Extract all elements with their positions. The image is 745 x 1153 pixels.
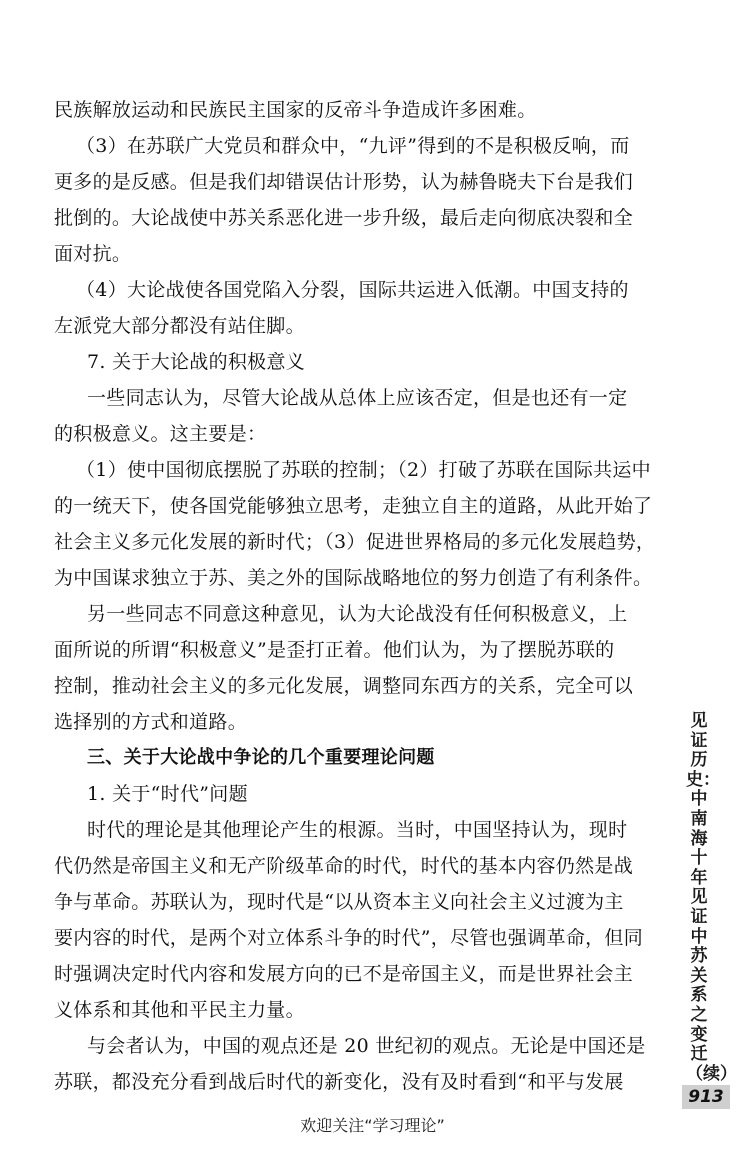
text-line: 控制，推动社会主义的多元化发展，调整同东西方的关系，完全可以 [54, 675, 634, 697]
text-line: 一些同志认为，尽管大论战从总体上应该否定，但是也还有一定 [87, 387, 628, 409]
section-subheading: 1. 关于“时代”问题 [87, 783, 248, 805]
text-line: 代仍然是帝国主义和无产阶级革命的时代，时代的基本内容仍然是战 [54, 855, 634, 877]
text-line: 更多的是反感。但是我们却错误估计形势，认为赫鲁晓夫下台是我们 [54, 171, 634, 193]
page-number: 913 [682, 1085, 730, 1109]
footer-text: 欢迎关注“学习理论” [300, 1116, 445, 1135]
text-line: 选择别的方式和道路。 [54, 711, 248, 733]
text-line: 左派党大部分都没有站住脚。 [54, 315, 305, 337]
text-line: 民族解放运动和民族民主国家的反帝斗争造成许多困难。 [54, 99, 537, 121]
text-line: 时代的理论是其他理论产生的根源。当时，中国坚持认为，现时 [87, 819, 628, 841]
text-line: 另一些同志不同意这种意见，认为大论战没有任何积极意义，上 [87, 603, 628, 625]
text-line: （3）在苏联广大党员和群众中，“九评”得到的不是积极反响，而 [76, 135, 630, 157]
text-line: 的积极意义。这主要是： [54, 423, 267, 445]
text-line: 时强调决定时代内容和发展方向的已不是帝国主义，而是世界社会主 [54, 963, 634, 985]
text-line: 为中国谋求独立于苏、美之外的国际战略地位的努力创造了有利条件。 [54, 567, 653, 589]
text-line: 苏联，都没充分看到战后时代的新变化，没有及时看到“和平与发展 [54, 1071, 624, 1093]
text-line: 与会者认为，中国的观点还是 20 世纪初的观点。无论是中国还是 [87, 1035, 646, 1057]
text-line: 义体系和其他和平民主力量。 [54, 999, 305, 1021]
text-line: 批倒的。大论战使中苏关系恶化进一步升级，最后走向彻底决裂和全 [54, 207, 634, 229]
text-line: 争与革命。苏联认为，现时代是“以从资本主义向社会主义过渡为主 [54, 891, 624, 913]
section-subheading: 7. 关于大论战的积极意义 [87, 351, 306, 373]
text-line: 的一统天下，使各国党能够独立思考，走独立自主的道路，从此开始了 [54, 495, 653, 517]
text-line: （4）大论战使各国党陷入分裂，国际共运进入低潮。中国支持的 [76, 279, 629, 301]
section-heading: 三、关于大论战中争论的几个重要理论问题 [87, 747, 435, 768]
text-line: 面所说的所谓“积极意义”是歪打正着。他们认为，为了摆脱苏联的 [54, 639, 615, 661]
text-line: 面对抗。 [54, 243, 132, 265]
text-line: 要内容的时代，是两个对立体系斗争的时代”，尽管也强调革命，但同 [54, 927, 644, 949]
text-line: 社会主义多元化发展的新时代；（3）促进世界格局的多元化发展趋势， [54, 531, 656, 553]
main-text [54, 97, 666, 1095]
running-book-title: 见证历史：中南海十年见证中苏关系之变迁（续） [686, 711, 737, 1084]
text-line: （1）使中国彻底摆脱了苏联的控制；（2）打破了苏联在国际共运中 [76, 459, 651, 481]
